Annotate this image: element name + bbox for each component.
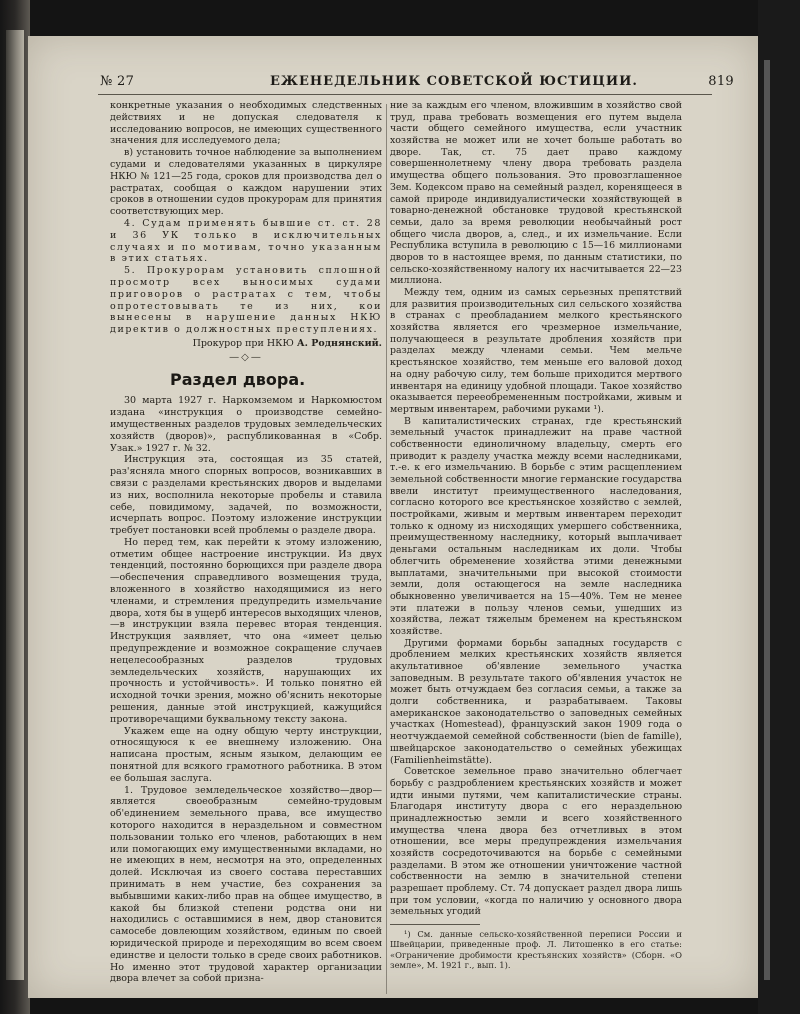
paragraph: В капиталистических странах, где крестьянский земельный участок принадлежит на праве частной собственности единоличному владельцу, смерть его приводит к разделу участка между всеми наследниками, т.-е. к его измельчанию. В борьбе с этим расщеплением земельной собственности многие германские государства ввели институт преимущественного наследования, согласно которого все крестьянское хозяйство с землей, постройками, живым и мертвым инвентарем переходит только к одному из нисходящих умершего собственника, преимущественному наследнику, который выплачивает деньгами остальным наследникам их доли. Чтобы облегчить обременение хозяйства этими денежными выплатами, значительными при высокой стоимости земли, доля остающегося на земле наследника обыкновенно увеличивается на 15—40%. Тем не менее эти платежи в пользу членов семьи, ушедших из хозяйства, лежат тяжелым бременем на крестьянском хозяйстве. — [390, 415, 682, 637]
page-number: 819 — [708, 74, 734, 89]
paragraph: в) установить точное наблюдение за выполнением судами и следователями указанных в циркуляре НКЮ № 121—25 года, сроков для производства дел о растратах, сообщая о каждом нарушении этих сроков в отношении судов прокурорам для принятия соответствующих мер. — [110, 147, 382, 218]
paragraph: Укажем еще на одну общую черту инструкции, относящуюся к ее внешнему изложению. Она написана простым, ясным языком, делающим ее понятной для всякого грамотного работника. В этом ее большая заслуга. — [110, 725, 382, 784]
journal-title: ЕЖЕНЕДЕЛЬНИК СОВЕТСКОЙ ЮСТИЦИИ. — [270, 74, 638, 89]
running-header — [70, 74, 734, 92]
right-column — [390, 100, 682, 970]
paragraph: 1. Трудовое земледельческое хозяйство—двор—является своеобразным семейно-трудовым об'единением земельного права, все имущество которого находится в нераздельном и совместном пользовании только его членов, работающих в нем или помогающих ему имущественными вкладами, но не имеющих в нем, несмотря на это, определенных долей. Исключая из своего состава переставших принимать в нем участие, без сохранения за выбывшими каких-либо прав на общее имущество, в какой бы близкой степени родства они ни находились с оставшимися в нем, двор становится самоcебе довлеющим хозяйством, единым по своей юридической природе и переходящим во всем своем единстве и целости только в среде своих работников. Но именно этот трудовой характер организации двора влечет за собой призна- — [110, 784, 382, 985]
footnote: ¹) См. данные сельско-хозяйственной переписи России и Швейцарии, приведенные проф. Л. Литошенко в его статье: «Ограничение дробимости крестьянских хозяйств» (Сборн. «О земле», М. 1921 г., вып. 1). — [390, 929, 682, 970]
signature — [110, 338, 382, 350]
paragraph: 30 марта 1927 г. Наркомземом и Наркомюстом издана «инструкция о производстве семейно-имущественных разделов трудовых земледельческих хозяйств (дворов)», распубликованная в «Собр. Узак.» 1927 г. № 32. — [110, 395, 382, 454]
paragraph: Инструкция эта, состоящая из 35 статей, раз'ясняла много спорных вопросов, возникавших в связи с разделами крестьянских дворов и выделами из них, восполнила некоторые пробелы и ставила себе, повидимому, задачей, по возможности, исчерпать вопрос. Поэтому изложение инструкции требует постановки всей проблемы о разделе двора. — [110, 454, 382, 537]
issue-number: № 27 — [100, 74, 135, 89]
paragraph: Между тем, одним из самых серьезных препятствий для развития производительных сил сельского хозяйства в странах с преобладанием мелкого крестьянского хозяйства является его чрезмерное измельчание, получающееся в результате дробления хозяйств при разделах между членами семьи. Чем мельче крестьянское хозяйство, тем меньше его валовой доход на одну рабочую силу, тем больше приходится мертвого инвентаря на единицу удобной площади. Такое хозяйство оказывается перееобремененным постройками, живым и мертвым инвентарем, рабочими руками ¹). — [390, 287, 682, 415]
signature-name: А. Роднянский. — [296, 337, 382, 349]
paragraph: 4. Судам применять бывшие ст. ст. 28 и 36 УК только в исключительных случаях и по мотивам, точно указанным в этих статьях. — [110, 217, 382, 265]
footnote-rule — [390, 924, 480, 925]
paragraph: Другими формами борьбы западных государств с дроблением мелких крестьянских хозяйств является акультативное об'явление земельного участка заповедным. В результате такого об'явления участок не может быть отчуждаем без согласия семьи, а также за долги собственника, и разрабатываем. Таковы американское законодательство о заповедных семейных участках (Homestead), французский закон 1909 года о неотчуждаемой семейной собственности (bien de famille), швейцарское законодательство о семейных убежищах (Familienheimstätte). — [390, 637, 682, 766]
paragraph: Советское земельное право значительно облегчает борьбу с раздроблением крестьянских хозяйств и может идти иными путями, чем капиталистические страны. Благодаря институту двора с его нераздельною принадлежностью земли и всего хозяйственного имущества члена двора без отчетливых в этом отношении, все меры предупреждения измельчания хозяйств сосредоточиваются на борьбе с семейными разделами. В этом же отношении уничтожение частной собственности на землю в значительной степени разрешает проблему. Ст. 74 допускает раздел двора лишь при том условии, «когда по наличию у основного двора земельных угодий — [390, 766, 682, 918]
paragraph: Но перед тем, как перейти к этому изложению, отметим общее настроение инструкции. Из двух тенденций, постоянно борющихся при разделе двора—обеспечения справедливого возмещения труда, вложенного в хозяйство находящимися из него членами, и стремления предупредить измельчание двора, хотя бы в ущерб интересов выходящих членов,—в инструкции взяла перевес вторая тенденция. Инструкция заявляет, что она «имеет целью предупреждение и возможное сокращение случаев нецелесообразных разделов трудовых земледельческих хозяйств, нарушающих их прочность и устойчивость». И только понятно ей исходной точки зрения, можно об'яснить некоторые решения, данные этой инструкцией, кажущийся противоречащими буквальному тексту закона. — [110, 536, 382, 725]
header-rule — [98, 94, 712, 95]
column-divider — [386, 104, 387, 994]
section-title: Раздел двора. — [170, 369, 306, 389]
paragraph: 5. Прокурорам установить сплошной просмотр всех выносимых судами приговоров о растратах с тем, чтобы опротестовывать те из них, кои вынесены в нарушение данных НКЮ директив о должностных преступлениях. — [110, 265, 382, 336]
left-column — [110, 100, 382, 985]
paragraph: ние за каждым его членом, вложившим в хозяйство свой труд, права требовать возмещения его путем выдела части общего семейного имущества, если участник хозяйства не может или не хочет больше работать во дворе. Так, ст. 75 дает право каждому совершеннолетнему члену двора требовать раздела имущества общего пользования. Это провозглашенное Зем. Кодексом право на семейный раздел, коренящееся в самой природе индивидуалистически хозяйствующей в товарно-денежной обстановке трудовой крестьянской семьи, дало за время революции необычайный рост общего числа дворов, а, след., и их измельчание. Если Республика вступила в революцию с 15—16 миллионами дворов то в настоящее время, по данным статистики, по сельско-хозяйственному налогу их насчитывается 22—23 миллиона. — [390, 100, 682, 287]
scan-edge-strip — [764, 60, 770, 980]
signature-prefix: Прокурор при НКЮ — [192, 337, 294, 349]
previous-page-edge — [6, 30, 24, 980]
paragraph: конкретные указания о необходимых следственных действиях и не допуская следователя к исследованию вопросов, не имеющих существенного значения для исследуемого дела; — [110, 100, 382, 147]
ornament: —◇— — [229, 351, 263, 363]
